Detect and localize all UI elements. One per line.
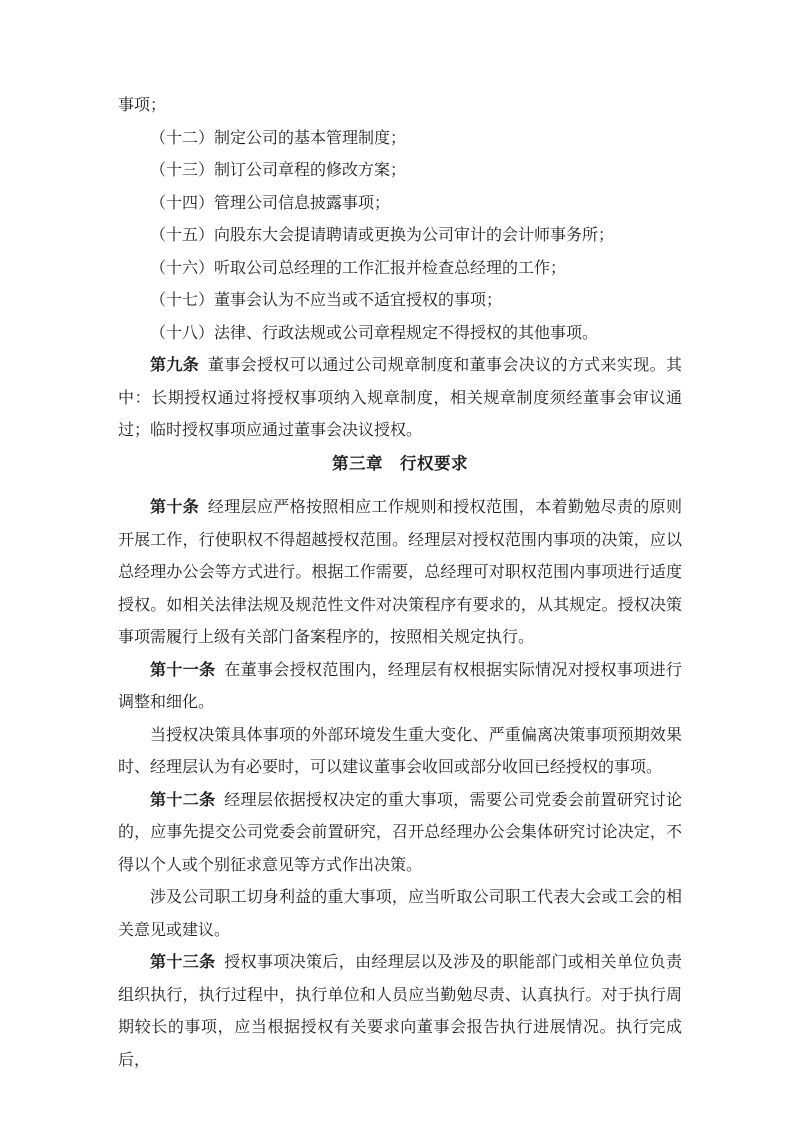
article-paragraph	[118, 947, 682, 1077]
article-text: 经理层应严格按照相应工作规则和授权范围，本着勤勉尽责的原则开展工作，行使职权不得超越授权范围。经理层对授权范围内事项的决策，应以总经理办公会等方式进行。根据工作需要，总经理可对职权范围内事项进行适度授权。如相关法律法规及规范性文件对决策程序有要求的，从其规定。授权决策事项需履行上级有关部门备案程序的，按照相关规定执行。	[118, 499, 682, 646]
list-item: （十三）制订公司章程的修改方案；	[150, 162, 407, 179]
article-number: 第十三条	[150, 954, 216, 971]
article-paragraph	[118, 655, 682, 720]
article-paragraph	[118, 785, 682, 883]
article-text: 董事会授权可以通过公司规章制度和董事会决议的方式来实现。其中：长期授权通过将授权事项纳入规章制度，相关规章制度须经董事会审议通过；临时授权事项应通过董事会决议授权。	[118, 357, 682, 439]
list-item: （十六）听取公司总经理的工作汇报并检查总经理的工作；	[150, 259, 567, 277]
chapter-heading: 第三章 行权要求	[332, 453, 468, 473]
article-text: 授权事项决策后，由经理层以及涉及的职能部门或相关单位负责组织执行，执行过程中，执行单位和人员应当勤勉尽责、认真执行。对于执行周期较长的事项，应当根据授权有关要求向董事会报告执行进展情况。执行完成后，	[118, 954, 682, 1069]
list-item: （十二）制定公司的基本管理制度；	[150, 129, 407, 147]
list-item: （十八）法律、行政法规或公司章程规定不得授权的其他事项。	[150, 324, 599, 342]
article-text: 在董事会授权范围内，经理层有权根据实际情况对授权事项进行调整和细化。	[118, 661, 682, 711]
paragraph-continuation: 事项；	[118, 97, 167, 114]
article-text: 经理层依据授权决定的重大事项，需要公司党委会前置研究讨论的，应事先提交公司党委会前置研究，召开总经理办公会集体研究讨论决定，不得以个人或个别征求意见等方式作出决策。	[118, 791, 682, 874]
article-paragraph	[118, 492, 682, 655]
article-number: 第十条	[150, 499, 200, 516]
article-number: 第十一条	[150, 661, 216, 679]
paragraph: 当授权决策具体事项的外部环境发生重大变化、严重偏离决策事项预期效果时、经理层认为有必要时，可以建议董事会收回或部分收回已经授权的事项。	[118, 726, 682, 776]
article-number: 第十二条	[150, 791, 216, 809]
article-number: 第九条	[150, 357, 200, 374]
paragraph: 涉及公司职工切身利益的重大事项，应当听取公司职工代表大会或工会的相关意见或建议。	[118, 889, 682, 939]
list-item: （十七）董事会认为不应当或不适宜授权的事项；	[150, 292, 503, 309]
list-item: （十五）向股东大会提请聘请或更换为公司审计的会计师事务所；	[150, 227, 615, 244]
list-item: （十四）管理公司信息披露事项；	[150, 194, 391, 212]
article-paragraph	[118, 350, 682, 448]
